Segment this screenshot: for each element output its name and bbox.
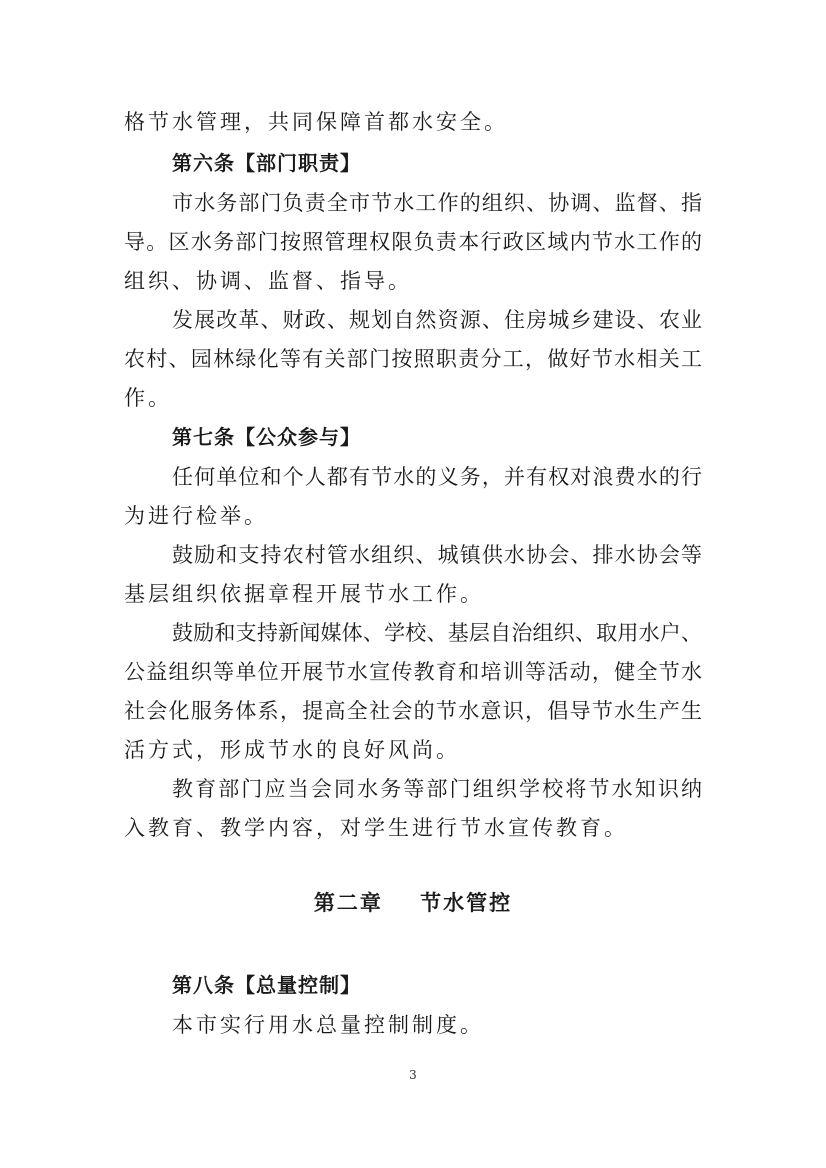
paragraph-line: 公益组织等单位开展节水宣传教育和培训等活动，健全节水 <box>124 660 702 684</box>
paragraph-line: 社会化服务体系，提高全社会的节水意识，倡导节水生产生 <box>124 699 702 723</box>
paragraph-line: 为进行检举。 <box>124 504 268 528</box>
paragraph-line: 教育部门应当会同水务等部门组织学校将节水知识纳 <box>172 777 702 801</box>
paragraph-line: 发展改革、财政、规划自然资源、住房城乡建设、农业 <box>172 308 702 332</box>
paragraph-line: 格节水管理，共同保障首都水安全。 <box>124 110 508 134</box>
paragraph-line: 作。 <box>124 386 172 410</box>
paragraph-line: 农村、园林绿化等有关部门按照职责分工，做好节水相关工 <box>124 347 702 371</box>
article-8-heading: 第八条【总量控制】 <box>172 973 361 997</box>
paragraph-line: 入教育、教学内容，对学生进行节水宣传教育。 <box>124 816 628 840</box>
page-number: 3 <box>409 1068 417 1082</box>
paragraph-line: 组织、协调、监督、指导。 <box>124 269 412 293</box>
paragraph-line: 鼓励和支持新闻媒体、学校、基层自治组织、取用水户、 <box>172 621 702 645</box>
paragraph-line: 活方式，形成节水的良好风尚。 <box>124 738 460 762</box>
paragraph-line: 本市实行用水总量控制制度。 <box>172 1013 484 1037</box>
paragraph-line: 基层组织依据章程开展节水工作。 <box>124 582 484 606</box>
paragraph-line: 市水务部门负责全市节水工作的组织、协调、监督、指 <box>172 191 702 215</box>
article-6-heading: 第六条【部门职责】 <box>172 151 361 175</box>
article-7-heading: 第七条【公众参与】 <box>172 425 361 449</box>
paragraph-line: 导。区水务部门按照管理权限负责本行政区域内节水工作的 <box>124 230 702 254</box>
chapter-title: 第二章 节水管控 <box>313 891 513 915</box>
paragraph-line: 鼓励和支持农村管水组织、城镇供水协会、排水协会等 <box>172 543 702 567</box>
paragraph-line: 任何单位和个人都有节水的义务，并有权对浪费水的行 <box>172 465 702 489</box>
